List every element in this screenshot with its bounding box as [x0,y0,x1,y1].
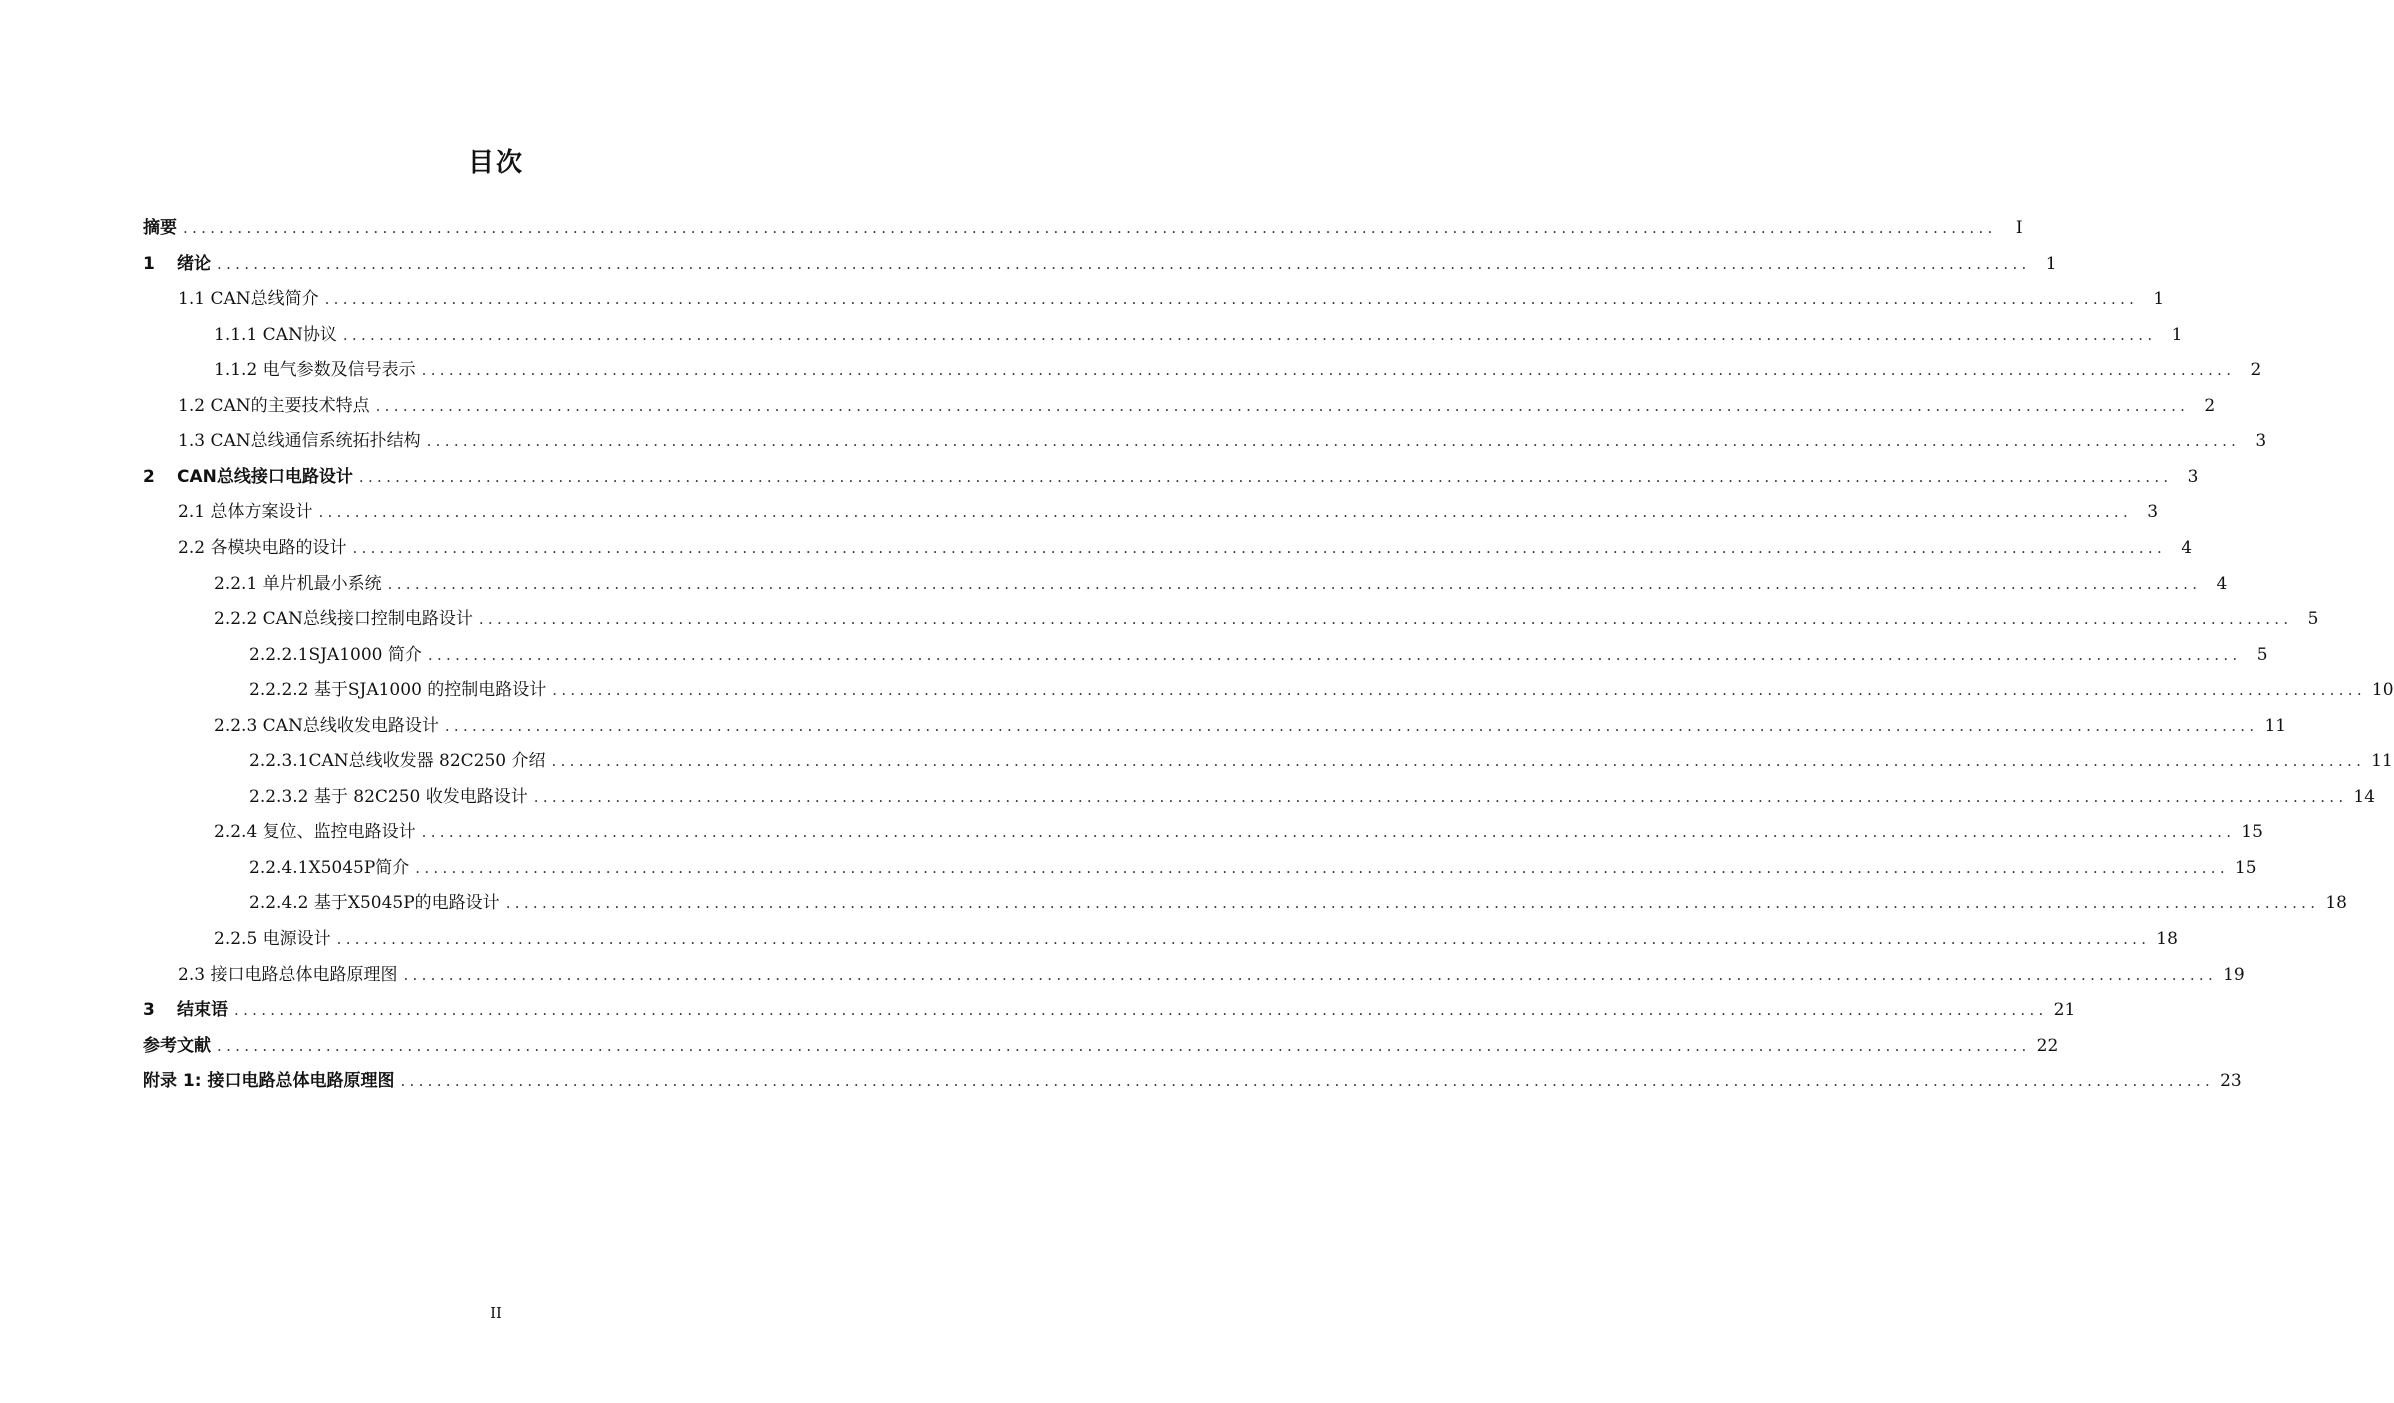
toc-entry-page: 1 [2045,254,2057,274]
toc-entry-page: 14 [2353,787,2376,807]
toc-entry[interactable] [249,747,2393,771]
toc-entry-text: 2.2.4 复位、监控电路设计 [214,822,416,842]
toc-entry-label [214,325,337,345]
toc-entry-label [214,716,439,736]
toc-entry-label [143,1071,394,1091]
toc-entry[interactable] [214,925,2178,949]
toc-entry[interactable] [249,889,2347,913]
toc-entry-label [143,254,211,274]
toc-entry[interactable] [178,392,2216,416]
toc-entry[interactable] [249,783,2376,807]
toc-entry-text: 1.1.1 CAN协议 [214,325,337,345]
toc-entry-text: 2.2.3 CAN总线收发电路设计 [214,716,439,736]
toc-entry-text: 绪论 [177,254,211,274]
toc-entry-page: 3 [2147,502,2159,522]
toc-entry[interactable] [249,676,2394,700]
toc-entry[interactable] [249,641,2268,665]
toc-entry-label [214,574,382,594]
toc-entry-text: 2.2.1 单片机最小系统 [214,574,382,594]
toc-entry[interactable] [178,498,2159,522]
toc-entry-text: 2.2.5 电源设计 [214,929,331,949]
toc-leader-dots: ........................................................................................................................................................................................................ [427,646,2242,664]
toc-entry-label [249,751,546,771]
toc-entry[interactable] [214,356,2262,380]
toc-entry[interactable] [143,1067,2242,1091]
toc-entry-text: 1.2 CAN的主要技术特点 [178,396,370,416]
toc-entry-page: 21 [2053,1000,2076,1020]
toc-entry-text: 2.1 总体方案设计 [178,502,313,522]
toc-entry-label [178,965,397,985]
toc-leader-dots: ........................................................................................................................................................................................................ [324,290,2139,308]
toc-entry-page: 5 [2307,609,2319,629]
toc-leader-dots: ........................................................................................................................................................................................................ [415,859,2229,877]
toc-entry-page: 10 [2371,680,2394,700]
toc-entry-text: 2.2.3.2 基于 82C250 收发电路设计 [249,787,528,807]
toc-entry-text: 1.3 CAN总线通信系统拓扑结构 [178,431,421,451]
toc-entry-number: 1 [143,254,155,274]
toc-entry-label [178,502,312,522]
toc-entry-page: 15 [2234,858,2257,878]
toc-entry-text: 摘要 [143,218,177,238]
toc-leader-dots: ........................................................................................................................................................................................................ [217,1037,2031,1055]
toc-entry-text: 2.2.2.1SJA1000 简介 [249,645,422,665]
toc-leader-dots: ........................................................................................................................................................................................................ [421,823,2236,841]
toc-entry-text: 附录 1: 接口电路总体电路原理图 [143,1071,395,1091]
toc-entry-page: 11 [2264,716,2287,736]
toc-entry-page: 19 [2223,965,2245,985]
toc-entry[interactable] [214,712,2287,736]
toc-entry[interactable] [143,1032,2059,1056]
toc-entry-label [249,645,422,665]
toc-leader-dots: ........................................................................................................................................................................................................ [217,255,2031,273]
toc-entry-text: 2.2.2.2 基于SJA1000 的控制电路设计 [249,680,547,700]
toc-entry-text: 2.2 各模块电路的设计 [178,538,347,558]
toc-entry-label [214,822,416,842]
toc-entry-label [249,680,546,700]
toc-leader-dots: ........................................................................................................................................................................................................ [358,468,2173,486]
toc-entry[interactable] [143,250,2057,274]
toc-entry-page: 3 [2187,467,2199,487]
toc-leader-dots: ........................................................................................................................................................................................................ [375,397,2190,415]
toc-entry-label [249,893,500,913]
toc-entry-page: 3 [2255,431,2267,451]
toc-leader-dots: ........................................................................................................................................................................................................ [387,575,2202,593]
toc-entry-label [249,787,528,807]
toc-entry[interactable] [143,996,2076,1020]
toc-entry-text: 结束语 [177,1000,228,1020]
toc-entry-number: 2 [143,467,155,487]
toc-entry-label [214,609,473,629]
toc-entry-page: 4 [2216,574,2228,594]
toc-entry-page: 2 [2250,360,2262,380]
toc-entry-text: 2.2.3.1CAN总线收发器 82C250 介绍 [249,751,546,771]
toc-entry-label [249,858,409,878]
toc-entry-label [214,929,331,949]
toc-entry-label [143,467,353,487]
toc-entry-label [178,431,421,451]
toc-entry-page: 22 [2036,1036,2059,1056]
toc-entry-label [178,289,319,309]
toc-leader-dots: ........................................................................................................................................................................................................ [234,1001,2048,1019]
toc-leader-dots: ........................................................................................................................................................................................................ [444,717,2259,735]
toc-leader-dots: ........................................................................................................................................................................................................ [336,930,2151,948]
toc-entry-page: 2 [2204,396,2216,416]
page-number: II [490,1304,502,1322]
toc-leader-dots: ........................................................................................................................................................................................................ [352,539,2167,557]
toc-leader-dots: ........................................................................................................................................................................................................ [421,361,2236,379]
toc-entry[interactable] [143,463,2199,487]
toc-leader-dots: ........................................................................................................................................................................................................ [551,752,2366,770]
toc-entry[interactable] [214,605,2319,629]
toc-entry[interactable] [214,818,2263,842]
toc-entry-page: I [2015,218,2023,238]
toc-leader-dots: ........................................................................................................................................................................................................ [342,326,2157,344]
toc-entry-page: 5 [2256,645,2268,665]
toc-entry[interactable] [178,961,2245,985]
toc-entry-label [178,396,370,416]
toc-leader-dots: ........................................................................................................................................................................................................ [183,219,1997,237]
toc-entry[interactable] [178,285,2165,309]
toc-entry-text: 1.1.2 电气参数及信号表示 [214,360,416,380]
toc-entry[interactable] [178,534,2193,558]
toc-entry-text: 参考文献 [143,1036,211,1056]
toc-entry[interactable] [214,570,2228,594]
toc-entry-page: 11 [2371,751,2393,771]
toc-entry-page: 4 [2181,538,2193,558]
toc-leader-dots: ........................................................................................................................................................................................................ [552,681,2366,699]
toc-leader-dots: ........................................................................................................................................................................................................ [400,1072,2215,1090]
toc-entry[interactable] [249,854,2257,878]
toc-leader-dots: ........................................................................................................................................................................................................ [533,788,2348,806]
toc-entry-page: 1 [2171,325,2183,345]
toc-entry[interactable] [178,427,2267,451]
toc-entry-number: 3 [143,1000,155,1020]
toc-entry-label [178,538,346,558]
toc-entry-label [143,218,177,238]
toc-entry-page: 1 [2153,289,2165,309]
toc-leader-dots: ........................................................................................................................................................................................................ [505,894,2320,912]
toc-entry-label [143,1036,211,1056]
toc-entry-label [214,360,416,380]
toc-entry-text: 2.2.4.1X5045P简介 [249,858,410,878]
toc-leader-dots: ........................................................................................................................................................................................................ [478,610,2293,628]
toc-entry-page: 18 [2156,929,2178,949]
toc-entry-text: CAN总线接口电路设计 [177,467,353,487]
page-title: 目次 [467,148,524,178]
toc-entry-text: 1.1 CAN总线简介 [178,289,319,309]
toc-entry[interactable] [214,321,2183,345]
toc-entry-text: 2.2.4.2 基于X5045P的电路设计 [249,893,500,913]
toc-leader-dots: ........................................................................................................................................................................................................ [426,432,2241,450]
toc-entry-page: 23 [2220,1071,2242,1091]
toc-entry-text: 2.2.2 CAN总线接口控制电路设计 [214,609,473,629]
toc-leader-dots: ........................................................................................................................................................................................................ [403,966,2218,984]
toc-entry-text: 2.3 接口电路总体电路原理图 [178,965,398,985]
toc-entry-label [143,1000,228,1020]
toc-entry[interactable] [143,214,2023,238]
toc-entry-page: 15 [2241,822,2263,842]
toc-entry-page: 18 [2325,893,2347,913]
toc-leader-dots: ........................................................................................................................................................................................................ [318,503,2133,521]
